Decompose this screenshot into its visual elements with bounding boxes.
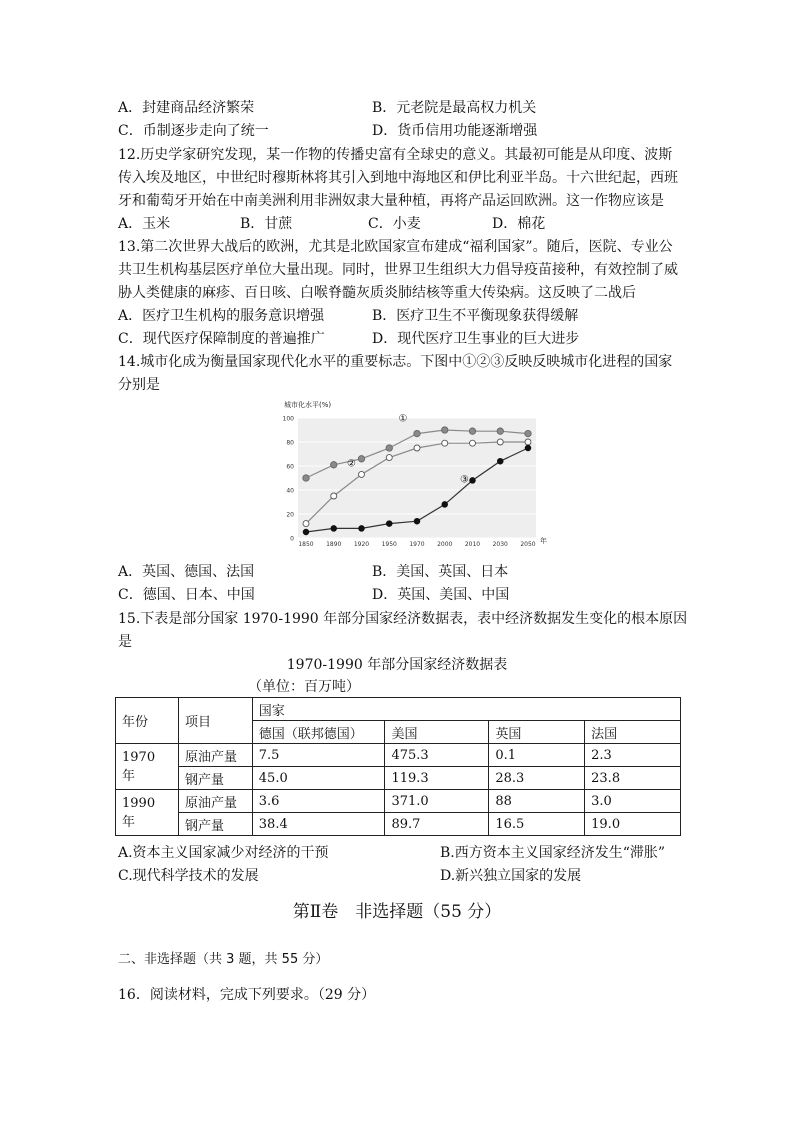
data-point: [470, 478, 476, 484]
value-cell: 2.3: [585, 744, 681, 767]
series-label: ③: [460, 474, 469, 486]
data-point: [525, 439, 531, 445]
data-point: [442, 427, 448, 433]
data-point: [331, 493, 337, 499]
part2-title: 第Ⅱ卷 非选择题（55 分）: [292, 902, 502, 922]
y-tick-label: 100: [282, 415, 294, 423]
q13-option-b: B．医疗卫生不平衡现象获得缓解: [372, 308, 579, 324]
data-point: [358, 456, 364, 462]
data-point: [303, 529, 309, 535]
q14-option-a: A．英国、德国、法国: [118, 564, 255, 580]
q14-option-b: B．美国、英国、日本: [372, 564, 509, 580]
y-tick-label: 60: [286, 463, 294, 471]
x-tick-label: 1950: [381, 541, 397, 548]
value-cell: 7.5: [252, 744, 385, 767]
q13-option-d: D．现代医疗卫生事业的巨大进步: [372, 331, 580, 347]
item-cell: 钢产量: [178, 767, 252, 790]
value-cell: 475.3: [385, 744, 489, 767]
y-tick-label: 40: [286, 487, 294, 495]
data-point: [442, 502, 448, 508]
q14-option-d: D．英国、美国、中国: [372, 587, 510, 603]
data-point: [470, 440, 476, 446]
year-cell: 1990 年: [116, 790, 179, 836]
data-point: [359, 471, 365, 477]
header-country: 国家: [252, 698, 680, 721]
x-tick-label: 2030: [492, 541, 508, 548]
table-title: 1970-1990 年部分国家经济数据表: [286, 657, 508, 673]
q15-option-c: C.现代科学技术的发展: [118, 868, 259, 884]
data-point: [469, 428, 475, 434]
q11-option-a: A．封建商品经济繁荣: [118, 100, 255, 116]
country-cell: 德国（联邦德国）: [252, 721, 385, 744]
q13-option-c: C．现代医疗保障制度的普遍推广: [118, 331, 325, 347]
urbanization-chart: [278, 396, 548, 554]
q12-option-a: A．玉米: [118, 216, 171, 232]
data-point: [386, 521, 392, 527]
q15-option-d: D.新兴独立国家的发展: [440, 868, 582, 884]
value-cell: 23.8: [585, 767, 681, 790]
q11-option-c: C．币制逐步走向了统一: [118, 123, 269, 139]
q13-stem-line3: 胁人类健康的麻疹、百日咳、白喉脊髓灰质炎肺结核等重大传染病。这反映了二战后: [118, 285, 636, 301]
chart-title: 城市化水平(%): [284, 401, 332, 409]
table-row: [116, 767, 681, 790]
data-point: [331, 526, 337, 532]
q12-stem-line1: 12.历史学家研究发现，某一作物的传播史富有全球史的意义。其最初可能是从印度、波斯: [118, 147, 673, 163]
q14-stem-line1: 14.城市化成为衡量国家现代化水平的重要标志。下图中①②③反映反映城市化进程的国家: [118, 354, 673, 370]
q14-stem-line2: 分别是: [118, 377, 160, 393]
data-point: [414, 518, 420, 524]
value-cell: 19.0: [585, 813, 681, 836]
value-cell: 16.5: [489, 813, 585, 836]
x-tick-label: 2010: [464, 541, 481, 548]
data-point: [386, 455, 392, 461]
country-cell: 英国: [489, 721, 585, 744]
q12-option-c: C．小麦: [368, 216, 421, 232]
item-cell: 原油产量: [178, 790, 252, 813]
part2-section-heading: 二、非选择题（共 3 题，共 55 分）: [118, 952, 329, 967]
data-point: [303, 521, 309, 527]
item-cell: 原油产量: [178, 744, 252, 767]
value-cell: 3.0: [585, 790, 681, 813]
value-cell: 28.3: [489, 767, 585, 790]
q14-option-c: C．德国、日本、中国: [118, 587, 255, 603]
x-tick-label: 2000: [437, 541, 453, 548]
x-tick-label: 2050: [520, 541, 536, 548]
q12-option-b: B．甘蔗: [240, 216, 293, 232]
q15-stem-line1: 15.下表是部分国家 1970-1990 年部分国家经济数据表，表中经济数据发生变化的根本原因: [118, 611, 688, 627]
data-point: [303, 475, 309, 481]
data-point: [497, 439, 503, 445]
q15-option-a: A.资本主义国家减少对经济的干预: [118, 845, 329, 861]
data-point: [414, 445, 420, 451]
q12-stem-line2: 传入埃及地区，中世纪时穆斯林将其引入到地中海地区和伊比利亚半岛。十六世纪起，西班: [118, 170, 678, 186]
q13-option-a: A．医疗卫生机构的服务意识增强: [118, 308, 325, 324]
table-row: [116, 790, 681, 813]
data-point: [497, 458, 503, 464]
x-tick-label: 1850: [298, 541, 314, 548]
header-item: 项目: [178, 698, 252, 744]
q13-stem-line1: 13.第二次世界大战后的欧洲，尤其是北欧国家宣布建成“福利国家”。随后，医院、专业公: [118, 239, 673, 255]
x-axis-label: 年: [540, 537, 547, 545]
q12-option-d: D．棉花: [492, 216, 546, 232]
value-cell: 89.7: [385, 813, 489, 836]
value-cell: 371.0: [385, 790, 489, 813]
table-row: [116, 813, 681, 836]
table-header-row: [116, 698, 681, 721]
x-tick-label: 1890: [326, 541, 342, 548]
x-tick-label: 1920: [353, 541, 370, 548]
data-point: [525, 430, 531, 436]
data-point: [525, 445, 531, 451]
data-point: [386, 445, 392, 451]
x-tick-label: 1970: [409, 541, 425, 548]
item-cell: 钢产量: [178, 813, 252, 836]
data-point: [359, 526, 365, 532]
year-cell: 1970 年: [116, 744, 179, 790]
value-cell: 119.3: [385, 767, 489, 790]
series-label: ②: [347, 458, 356, 470]
economic-data-table: [115, 697, 681, 836]
value-cell: 38.4: [252, 813, 385, 836]
q16-stem: 16．阅读材料，完成下列要求。（29 分）: [118, 987, 376, 1003]
value-cell: 88: [489, 790, 585, 813]
table-unit: （单位：百万吨）: [248, 679, 360, 695]
y-tick-label: 0: [290, 535, 294, 543]
y-tick-label: 80: [286, 439, 294, 447]
data-point: [497, 428, 503, 434]
q13-stem-line2: 共卫生机构基层医疗单位大量出现。同时，世界卫生组织大力倡导疫苗接种，有效控制了威: [118, 262, 678, 278]
country-cell: 美国: [385, 721, 489, 744]
value-cell: 45.0: [252, 767, 385, 790]
data-point: [414, 430, 420, 436]
value-cell: 0.1: [489, 744, 585, 767]
country-cell: 法国: [585, 721, 681, 744]
table-row: [116, 744, 681, 767]
y-tick-label: 20: [286, 511, 294, 519]
header-year: 年份: [116, 698, 179, 744]
q15-stem-line2: 是: [118, 634, 132, 650]
series-label: ①: [398, 413, 408, 425]
q12-stem-line3: 牙和葡萄牙开始在中南美洲利用非洲奴隶大量种植，再将产品运回欧洲。这一作物应该是: [118, 193, 664, 209]
q15-option-b: B.西方资本主义国家经济发生“滞胀”: [440, 845, 666, 861]
q11-option-d: D．货币信用功能逐渐增强: [372, 123, 538, 139]
value-cell: 3.6: [252, 790, 385, 813]
q11-option-b: B．元老院是最高权力机关: [372, 100, 537, 116]
data-point: [331, 462, 337, 468]
data-point: [442, 440, 448, 446]
